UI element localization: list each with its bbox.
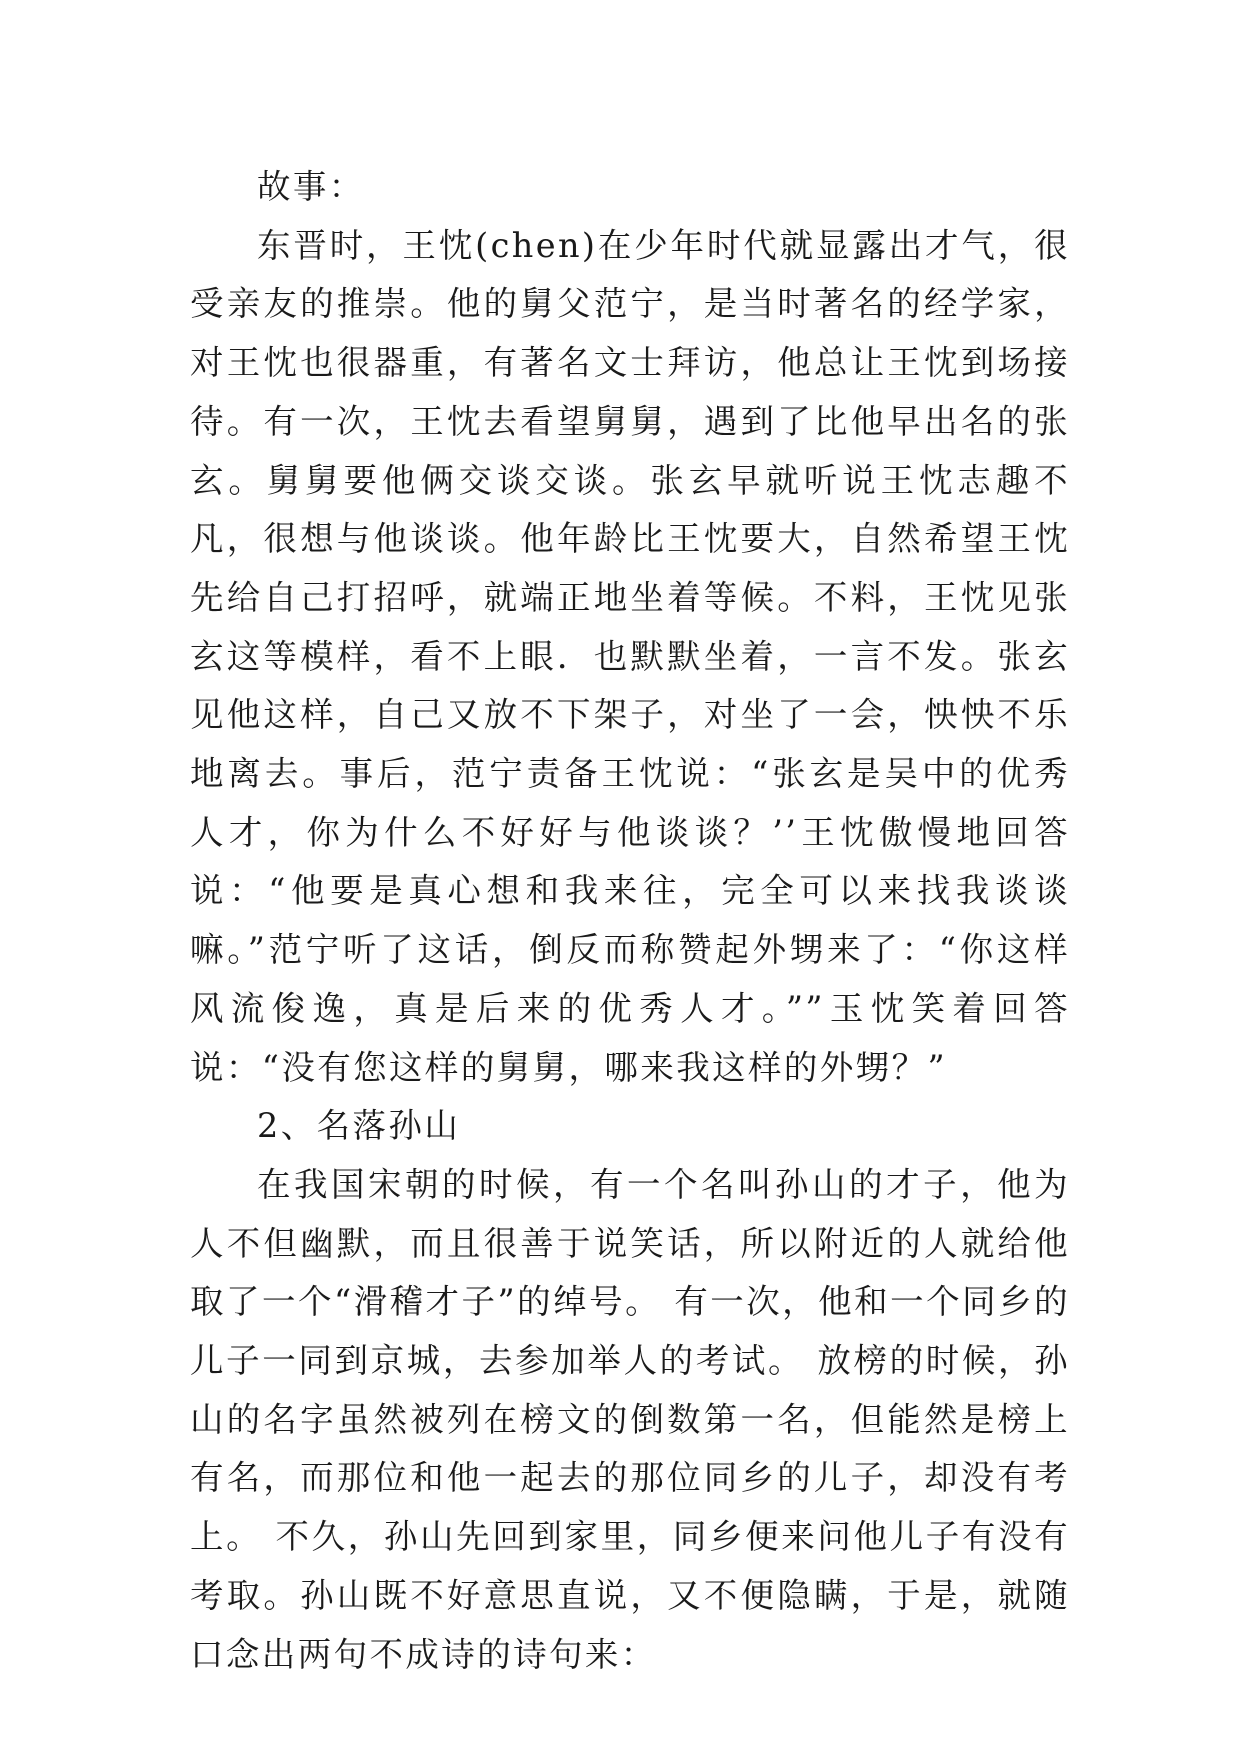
story-paragraph-sun-shan: 在我国宋朝的时候，有一个名叫孙山的才子，他为人不但幽默，而且很善于说笑话，所以附近的人就给他取了一个“滑稽才子”的绰号。 有一次，他和一个同乡的儿子一同到京城，去参加举人的考试。 放榜的时候，孙山的名字虽然被列在榜文的倒数第一名，但能然是榜上有名，而那位和他一起去的那位同乡的儿子，却没有考上。 不久，孙山先回到家里，同乡便来问他儿子有没有考取。孙山既不好意思直说，又不便隐瞒，于是，就随口念出两句不成诗的诗句来： [190, 1164, 1070, 1674]
document-page [190, 158, 1070, 1684]
section-heading-ming-luo-sun-shan: 2、名落孙山 [257, 1106, 461, 1146]
section-label-story: 故事： [257, 167, 365, 206]
story-paragraph-wang-chen: 东晋时，王忱(chen)在少年时代就显露出才气，很受亲友的推崇。他的舅父范宁，是当时著名的经学家，对王忱也很器重，有著名文士拜访，他总让王忱到场接待。有一次，王忱去看望舅舅，遇到了比他早出名的张玄。舅舅要他俩交谈交谈。张玄早就听说王忱志趣不凡，很想与他谈谈。他年龄比王忱要大，自然希望王忱先给自己打招呼，就端正地坐着等候。不料，王忱见张玄这等模样，看不上眼．也默默坐着，一言不发。张玄见他这样，自己又放不下架子，对坐了一会，怏怏不乐地离去。事后，范宁责备王忱说：“张玄是吴中的优秀人才，你为什么不好好与他谈谈？’’王忱傲慢地回答说：“他要是真心想和我来往，完全可以来找我谈谈嘛。”范宁听了这话，倒反而称赞起外甥来了：“你这样风流俊逸，真是后来的优秀人才。””玉忱笑着回答说：“没有您这样的舅舅，哪来我这样的外甥？” [190, 225, 1070, 1087]
